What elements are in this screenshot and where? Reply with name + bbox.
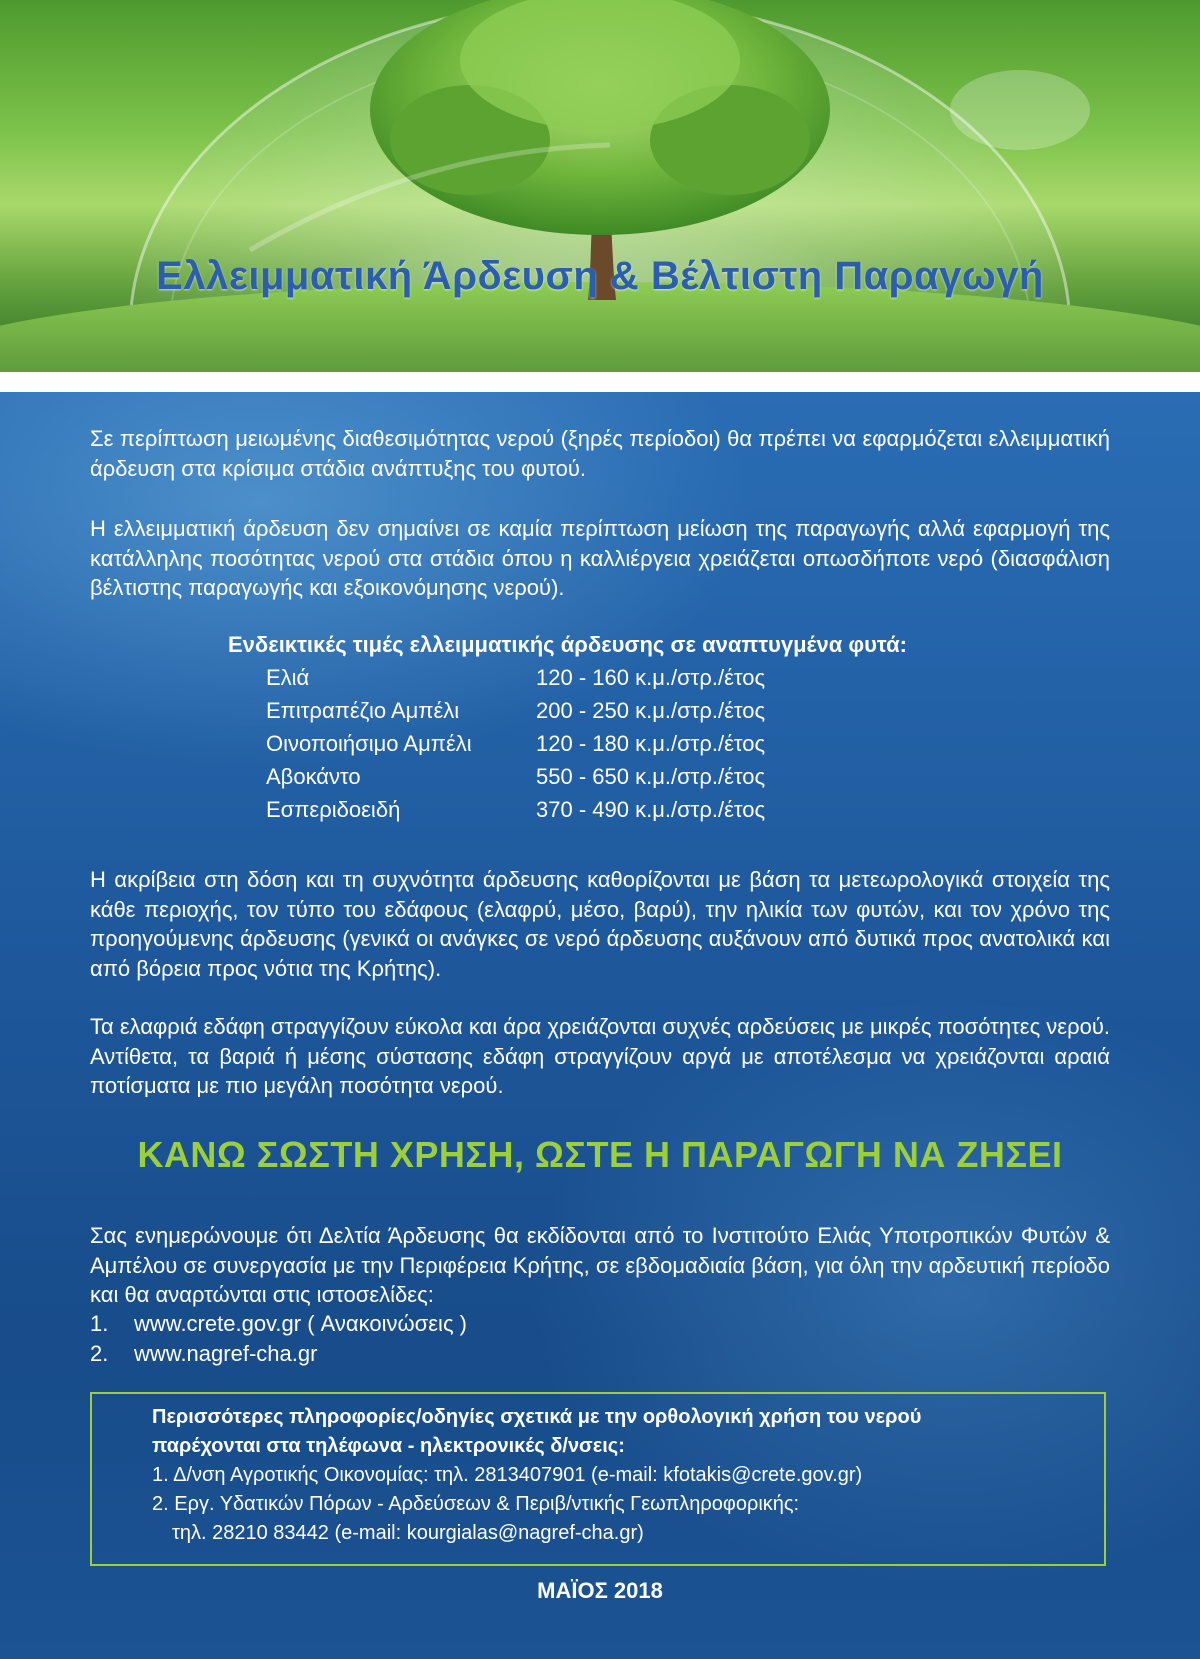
irrigation-value: 370 - 490 κ.μ./στρ./έτος: [536, 796, 766, 822]
list-number: 2.: [90, 1340, 109, 1366]
crop-name: Εσπεριδοειδή: [266, 796, 401, 822]
list-item: [90, 1339, 467, 1369]
main-content: [0, 392, 1200, 1659]
banner-divider: [0, 372, 1200, 392]
crop-name: Επιτραπέζιο Αμπέλι: [266, 697, 460, 723]
contact-item-2: 2. Εργ. Υδατικών Πόρων - Αρδεύσεων & Περιβ/ντικής Γεωπληροφορικής:: [152, 1493, 800, 1515]
irrigation-table-heading: Ενδεικτικές τιμές ελλειμματικής άρδευσης σε αναπτυγμένα φυτά:: [228, 632, 907, 657]
hero-banner: [0, 0, 1200, 372]
list-number: 1.: [90, 1311, 109, 1336]
table-row: [266, 694, 826, 727]
contact-item-2-details: τηλ. 28210 83442 (e-mail: kourgialas@nagref-cha.gr): [172, 1522, 644, 1544]
page-title: Ελλειμματική Άρδευση & Βέλτιστη Παραγωγή: [156, 254, 1044, 298]
irrigation-value: 120 - 180 κ.μ./στρ./έτος: [536, 730, 766, 756]
website-list: [90, 1309, 467, 1368]
intro-paragraph-2: Η ελλειμματική άρδευση δεν σημαίνει σε καμία περίπτωση μείωση της παραγωγής αλλά εφαρμογή της κατάλληλης ποσότητας νερού στα στάδια όπου η καλλιέργεια χρειάζεται οπωσδήποτε νερό (διασφάλιση βέλτιστης παραγωγής και εξοικονόμησης νερού).: [90, 516, 1110, 600]
contact-item-1: 1. Δ/νση Αγροτικής Οικονομίας: τηλ. 2813407901 (e-mail: kfotakis@crete.gov.gr): [152, 1464, 863, 1486]
contact-info-box: [90, 1392, 1106, 1566]
publication-date: ΜΑΪΟΣ 2018: [537, 1578, 663, 1603]
body-paragraph-3: Η ακρίβεια στη δόση και τη συχνότητα άρδευσης καθορίζονται με βάση τα μετεωρολογικά στοιχεία της κάθε περιοχής, τον τύπο του εδάφους (ελαφρύ, μέσο, βαρύ), την ηλικία των φυτών, και τον χρόνο της προηγούμενης άρδευσης (γενικά οι ανάγκες σε νερό άρδευσης αυξάνουν από δυτικά προς ανατολικά και από βόρεια προς νότια της Κρήτης).: [90, 867, 1110, 981]
intro-paragraph-1: Σε περίπτωση μειωμένης διαθεσιμότητας νερού (ξηρές περίοδοι) θα πρέπει να εφαρμόζεται ελλειμματική άρδευση στα κρίσιμα στάδια ανάπτυξης του φυτού.: [90, 426, 1110, 481]
list-item: [90, 1309, 467, 1339]
info-box-line-2: παρέχονται στα τηλέφωνα - ηλεκτρονικές δ/νσεις:: [152, 1435, 625, 1457]
irrigation-values-table: [266, 661, 826, 826]
website-link-nagref[interactable]: www.nagref-cha.gr: [134, 1340, 318, 1366]
crop-name: Οινοποιήσιμο Αμπέλι: [266, 730, 472, 756]
info-box-line-1: Περισσότερες πληροφορίες/οδηγίες σχετικά με την ορθολογική χρήση του νερού: [152, 1406, 922, 1428]
irrigation-value: 550 - 650 κ.μ./στρ./έτος: [536, 763, 766, 789]
table-row: [266, 661, 826, 694]
slogan-heading: ΚΑΝΩ ΣΩΣΤΗ ΧΡΗΣΗ, ΩΣΤΕ Η ΠΑΡΑΓΩΓΗ ΝΑ ΖΗΣΕΙ: [137, 1134, 1063, 1175]
website-link-crete[interactable]: www.crete.gov.gr ( Ανακοινώσεις ): [134, 1311, 467, 1336]
table-row: [266, 760, 826, 793]
irrigation-value: 200 - 250 κ.μ./στρ./έτος: [536, 697, 766, 723]
tree-in-water-drop-illustration: [0, 0, 1200, 372]
crop-name: Ελιά: [266, 664, 310, 690]
crop-name: Αβοκάντο: [266, 763, 361, 789]
irrigation-value: 120 - 160 κ.μ./στρ./έτος: [536, 664, 766, 690]
body-paragraph-5: Σας ενημερώνουμε ότι Δελτία Άρδευσης θα εκδίδονται από το Ινστιτούτο Ελιάς Υποτροπικών Φυτών & Αμπέλου σε συνεργασία με την Περιφέρεια Κρήτης, σε εβδομαδιαία βάση, για όλη την αρδευτική περίοδο και θα αναρτώνται στις ιστοσελίδες:: [90, 1223, 1110, 1307]
body-paragraph-4: Τα ελαφριά εδάφη στραγγίζουν εύκολα και άρα χρειάζονται συχνές αρδεύσεις με μικρές ποσότητες νερού. Αντίθετα, τα βαριά ή μέσης σύστασης εδάφη στραγγίζουν αργά με αποτέλεσμα να χρειάζονται αραιά ποτίσματα με πιο μεγάλη ποσότητα νερού.: [90, 1014, 1110, 1098]
table-row: [266, 793, 826, 826]
table-row: [266, 727, 826, 760]
